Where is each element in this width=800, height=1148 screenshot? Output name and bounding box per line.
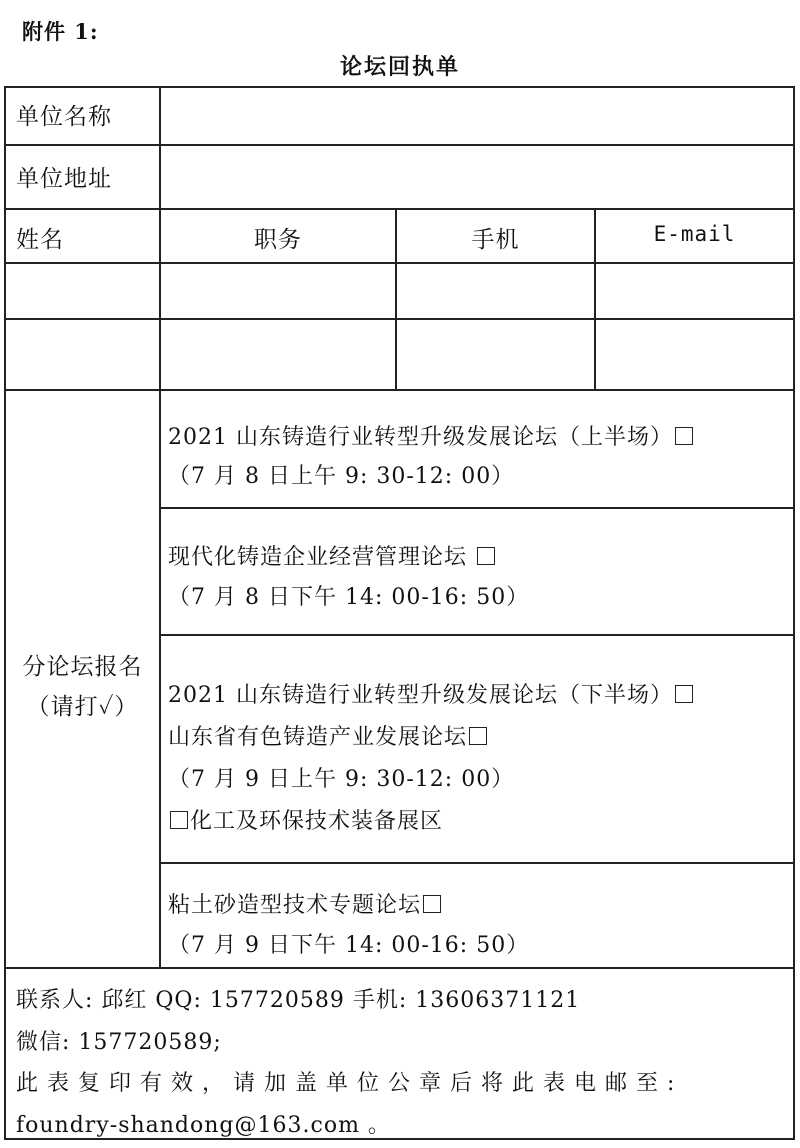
option-divider [159,634,795,636]
contact-person-line: 联系人: 邱红 QQ: 157720589 手机: 13606371121 [16,988,581,1013]
forum-option-1-time: （7 月 8 日上午 9: 30-12: 00） [168,464,515,489]
table-border-right [793,86,795,1140]
forum-option-2-time: （7 月 8 日下午 14: 00-16: 50） [168,585,530,610]
contact-wechat-line: 微信: 157720589; [16,1030,222,1055]
column-header-email: E-mail [653,222,736,246]
participant-2-name-field[interactable] [6,320,159,389]
contact-instruction-line: 此表复印有效，请加盖单位公章后将此表电邮至: [16,1071,684,1096]
unit-address-field[interactable] [162,146,792,208]
unit-name-label: 单位名称 [16,104,112,130]
participant-1-email-field[interactable] [596,264,793,318]
contact-email-line: foundry-shandong@163.com 。 [16,1113,391,1138]
unit-name-field[interactable] [162,88,792,144]
participant-2-mobile-field[interactable] [397,320,594,389]
forum-option-1-checkbox[interactable] [675,427,693,445]
forum-option-1-title: 2021 山东铸造行业转型升级发展论坛（上半场） [168,420,695,451]
participant-1-mobile-field[interactable] [397,264,594,318]
row-divider [4,208,795,210]
participant-2-position-field[interactable] [161,320,395,389]
forum-option-2-checkbox[interactable] [477,547,495,565]
attachment-label: 附件 1: [22,19,99,44]
exhibition-area-checkbox[interactable] [170,811,188,829]
forum-option-4-title: 粘土砂造型技术专题论坛 [168,888,443,919]
participant-1-position-field[interactable] [161,264,395,318]
column-header-mobile: 手机 [471,227,520,253]
column-divider [159,86,161,969]
column-header-position: 职务 [254,227,302,253]
option-divider [159,507,795,509]
forum-option-3-time: （7 月 9 日上午 9: 30-12: 00） [168,767,515,792]
forum-option-4-checkbox[interactable] [423,895,441,913]
forum-option-3-title: 2021 山东铸造行业转型升级发展论坛（下半场） [168,678,695,709]
forum-option-4-time: （7 月 9 日下午 14: 00-16: 50） [168,933,530,958]
participant-1-name-field[interactable] [6,264,159,318]
registration-instruction: （请打✓） [26,694,139,720]
forum-option-3-subtitle: 山东省有色铸造产业发展论坛 [168,720,489,751]
form-title: 论坛回执单 [339,54,460,80]
forum-option-2-title: 现代化铸造企业经营管理论坛 [168,540,497,571]
forum-option-3b-checkbox[interactable] [469,727,487,745]
forum-option-3-exhibit: 化工及环保技术装备展区 [168,804,443,835]
table-border-left [4,86,6,1140]
option-divider [159,862,795,864]
unit-address-label: 单位地址 [16,166,112,192]
forum-option-3-checkbox[interactable] [675,685,693,703]
participant-2-email-field[interactable] [596,320,793,389]
row-divider [4,967,795,969]
registration-label: 分论坛报名 [22,654,143,680]
column-header-name: 姓名 [16,227,64,253]
row-divider [4,389,795,391]
